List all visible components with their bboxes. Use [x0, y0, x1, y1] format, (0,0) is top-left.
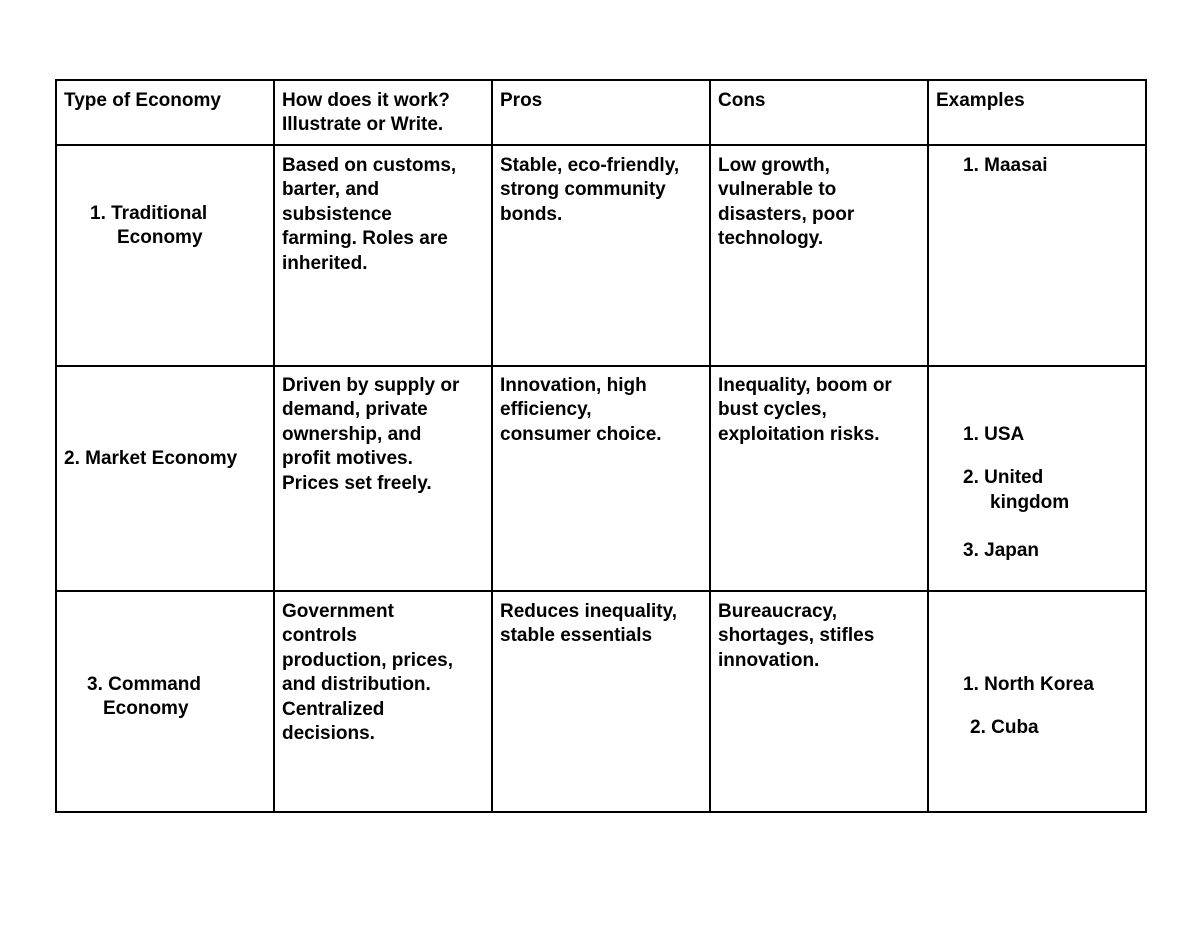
- row-divider: [55, 590, 1147, 592]
- header-how-does-it-work: How does it work? Illustrate or Write.: [282, 90, 450, 136]
- header-examples: Examples: [936, 90, 1025, 111]
- economy-comparison-table: [55, 79, 1147, 813]
- row1-examples: 1. Maasai: [963, 155, 1048, 176]
- row3-cons: Bureaucracy, shortages, stifles innovation.: [718, 601, 875, 671]
- row1-pros: Stable, eco-friendly, strong community bonds.: [500, 155, 680, 225]
- column-divider: [709, 79, 711, 813]
- header-type-of-economy: Type of Economy: [64, 90, 221, 111]
- row-divider: [55, 144, 1147, 146]
- header-cons: Cons: [718, 90, 766, 111]
- header-pros: Pros: [500, 90, 543, 111]
- row1-cons: Low growth, vulnerable to disasters, poor technology.: [718, 155, 855, 250]
- column-divider: [273, 79, 275, 813]
- row3-examples: 1. North Korea 2. Cuba: [963, 674, 1094, 739]
- row2-examples: 1. USA 2. United kingdom 3. Japan: [963, 424, 1070, 562]
- row1-type: 1. Traditional Economy: [90, 203, 208, 249]
- row-divider: [55, 365, 1147, 367]
- column-divider: [491, 79, 493, 813]
- row2-cons: Inequality, boom or bust cycles, exploitation risks.: [718, 375, 892, 445]
- row2-pros: Innovation, high efficiency, consumer choice.: [500, 375, 662, 445]
- table-border-left: [55, 79, 57, 813]
- row3-how: Government controls production, prices, and distribution. Centralized decisions.: [282, 601, 454, 745]
- row2-how: Driven by supply or demand, private ownership, and profit motives. Prices set freely.: [282, 375, 460, 494]
- table-border-bottom: [55, 811, 1147, 813]
- row3-type: 3. Command Economy: [87, 674, 202, 720]
- row1-how: Based on customs, barter, and subsistence farming. Roles are inherited.: [282, 155, 457, 274]
- column-divider: [927, 79, 929, 813]
- table-border-right: [1145, 79, 1147, 813]
- table-border-top: [55, 79, 1147, 81]
- row2-type: 2. Market Economy: [64, 448, 238, 469]
- row3-pros: Reduces inequality, stable essentials: [500, 601, 678, 647]
